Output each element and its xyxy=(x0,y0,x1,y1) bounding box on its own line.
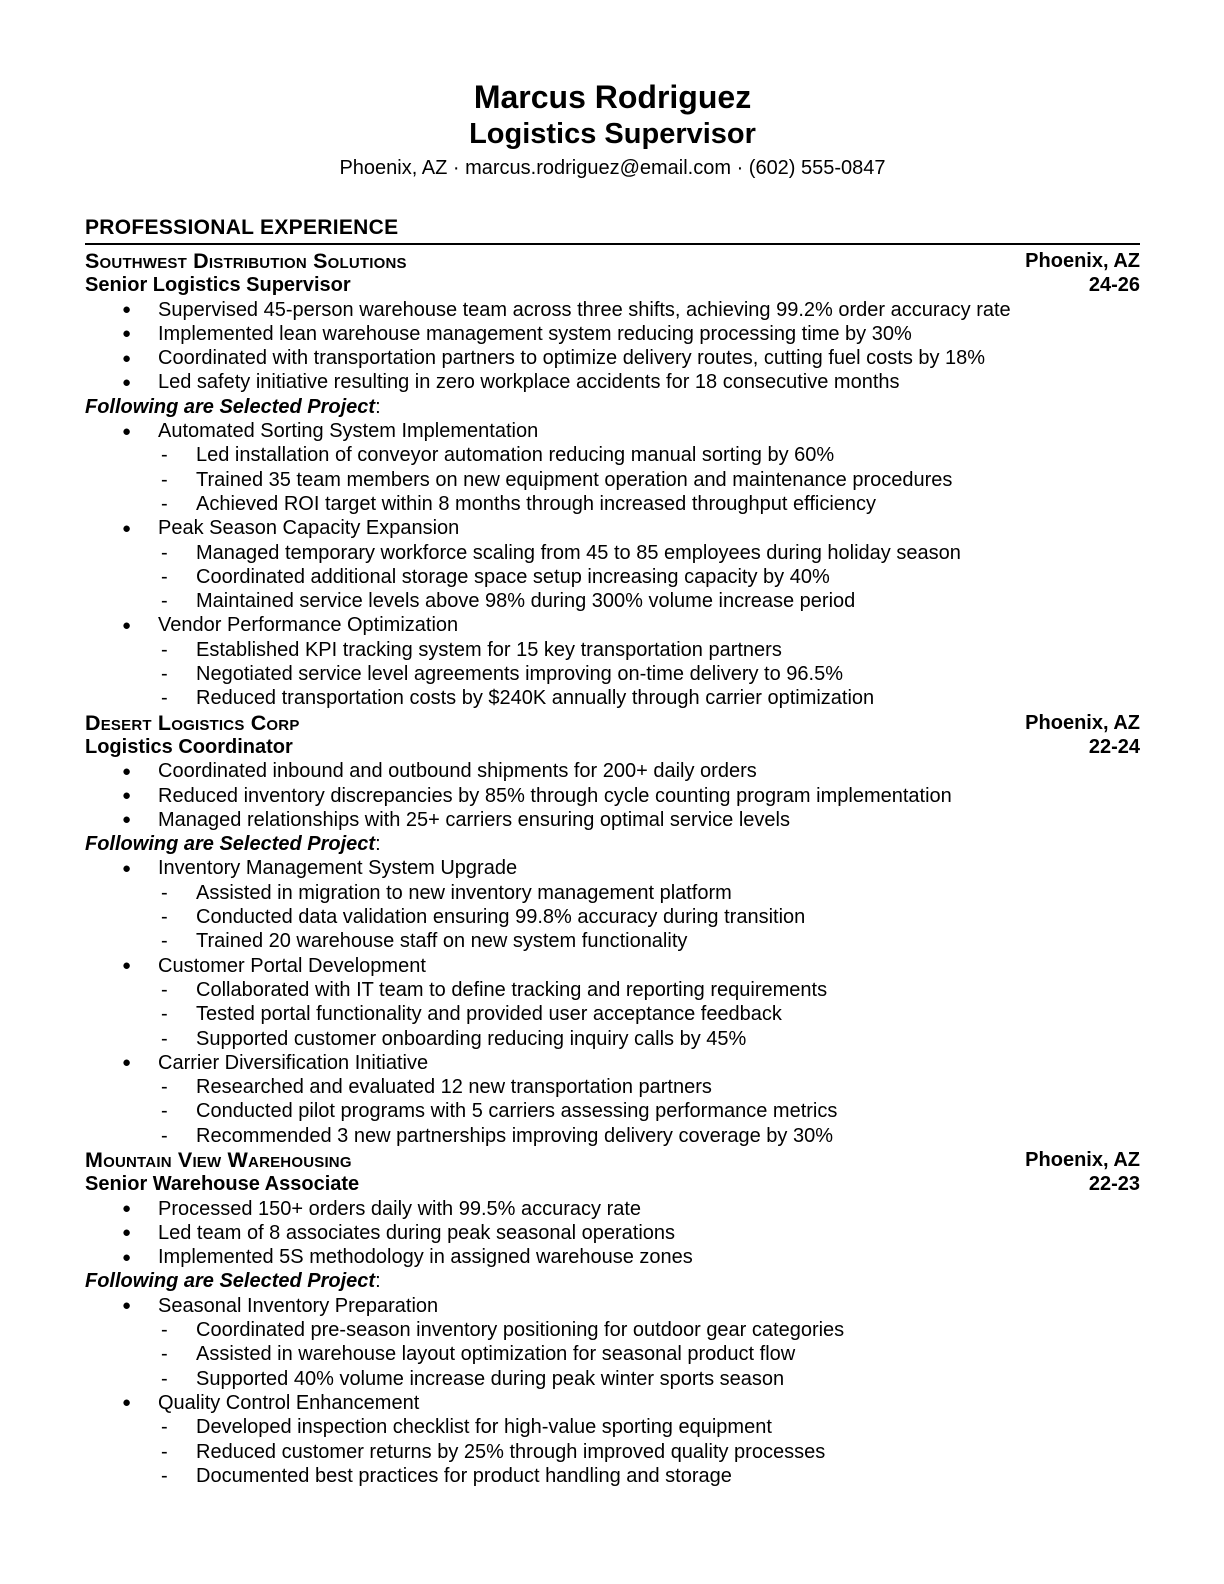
sub-bullet-item xyxy=(85,1464,1140,1488)
sub-bullet-text: Recommended 3 new partnerships improving delivery coverage by 30% xyxy=(196,1124,833,1147)
bullet-disc-icon: ● xyxy=(122,859,132,877)
bullet-text: Coordinated with transportation partners to optimize delivery routes, cutting fuel costs by 18% xyxy=(158,347,986,370)
job-entry xyxy=(85,1148,1140,1488)
bullet-disc-icon: ● xyxy=(122,422,132,440)
bullet-disc-icon: ● xyxy=(122,373,132,391)
bullet-item xyxy=(85,298,1140,322)
bullet-text: Seasonal Inventory Preparation xyxy=(158,1294,439,1317)
job-entry xyxy=(85,249,1140,711)
job-company-row xyxy=(85,1148,1140,1172)
job-company-row xyxy=(85,249,1140,273)
sub-bullet-text: Trained 20 warehouse staff on new system functionality xyxy=(196,930,688,953)
company-location: Phoenix, AZ xyxy=(1025,1148,1140,1171)
sub-bullet-text: Led installation of conveyor automation reducing manual sorting by 60% xyxy=(196,444,835,467)
bullet-text: Vendor Performance Optimization xyxy=(158,614,459,637)
sub-bullet-text: Achieved ROI target within 8 months through increased throughput efficiency xyxy=(196,492,877,515)
sub-bullet-text: Conducted data validation ensuring 99.8% accuracy during transition xyxy=(196,906,806,929)
bullet-text: Managed relationships with 25+ carriers ensuring optimal service levels xyxy=(158,808,790,831)
bullet-item xyxy=(85,1197,1140,1221)
sub-bullet-item xyxy=(85,1440,1140,1464)
dash-icon: - xyxy=(161,1027,168,1050)
sub-bullet-text: Coordinated pre-season inventory positioning for outdoor gear categories xyxy=(196,1319,845,1342)
job-role: Senior Logistics Supervisor xyxy=(85,274,351,297)
sub-bullet-text: Tested portal functionality and provided user acceptance feedback xyxy=(196,1003,782,1026)
selected-projects-heading-colon: : xyxy=(375,395,381,418)
sub-bullet-item xyxy=(85,492,1140,516)
sub-bullet-text: Coordinated additional storage space setup increasing capacity by 40% xyxy=(196,565,830,588)
bullet-text: Supervised 45-person warehouse team across three shifts, achieving 99.2% order accuracy rate xyxy=(158,298,1011,321)
dash-icon: - xyxy=(161,492,168,515)
bullet-disc-icon: ● xyxy=(122,349,132,367)
sub-bullet-text: Assisted in warehouse layout optimization for seasonal product flow xyxy=(196,1343,796,1366)
job-dates: 24-26 xyxy=(1088,274,1140,297)
job-entry xyxy=(85,711,1140,1148)
bullet-disc-icon: ● xyxy=(122,1224,132,1242)
sub-bullet-item xyxy=(85,443,1140,467)
sub-bullet-item xyxy=(85,905,1140,929)
job-projects xyxy=(85,419,1140,711)
bullet-item xyxy=(85,1245,1140,1269)
dash-icon: - xyxy=(161,541,168,564)
dash-icon: - xyxy=(161,468,168,491)
sub-bullet-text: Supported 40% volume increase during peak winter sports season xyxy=(196,1367,785,1390)
bullet-item xyxy=(85,784,1140,808)
sub-bullet-text: Maintained service levels above 98% during 300% volume increase period xyxy=(196,590,856,613)
bullet-text: Implemented 5S methodology in assigned warehouse zones xyxy=(158,1246,693,1269)
dash-icon: - xyxy=(161,590,168,613)
dash-icon: - xyxy=(161,1003,168,1026)
job-role-row xyxy=(85,273,1140,297)
sub-bullet-text: Reduced customer returns by 25% through improved quality processes xyxy=(196,1440,826,1463)
dash-icon: - xyxy=(161,1343,168,1366)
sub-bullet-item xyxy=(85,686,1140,710)
company-name: Mountain View Warehousing xyxy=(85,1147,352,1172)
sub-bullet-item xyxy=(85,978,1140,1002)
bullet-disc-icon: ● xyxy=(122,762,132,780)
dash-icon: - xyxy=(161,1464,168,1487)
sub-bullet-item xyxy=(85,1002,1140,1026)
sub-bullet-text: Supported customer onboarding reducing inquiry calls by 45% xyxy=(196,1027,747,1050)
bullet-item xyxy=(85,419,1140,443)
bullet-disc-icon: ● xyxy=(122,616,132,634)
dash-icon: - xyxy=(161,638,168,661)
sub-bullet-item xyxy=(85,589,1140,613)
bullet-disc-icon: ● xyxy=(122,1054,132,1072)
bullet-disc-icon: ● xyxy=(122,1200,132,1218)
dash-icon: - xyxy=(161,565,168,588)
selected-projects-heading xyxy=(85,832,1140,856)
job-projects xyxy=(85,856,1140,1148)
bullet-item xyxy=(85,808,1140,832)
job-bullets xyxy=(85,1197,1140,1270)
sub-bullet-item xyxy=(85,1099,1140,1123)
bullet-item xyxy=(85,613,1140,637)
job-bullets xyxy=(85,298,1140,395)
job-projects xyxy=(85,1294,1140,1488)
bullet-text: Quality Control Enhancement xyxy=(158,1391,420,1414)
sub-bullet-item xyxy=(85,1342,1140,1366)
bullet-disc-icon: ● xyxy=(122,301,132,319)
sub-bullet-text: Assisted in migration to new inventory management platform xyxy=(196,881,732,904)
sub-bullet-text: Managed temporary workforce scaling from 45 to 85 employees during holiday season xyxy=(196,541,961,564)
bullet-item xyxy=(85,322,1140,346)
section-divider xyxy=(85,243,1140,245)
dash-icon: - xyxy=(161,1416,168,1439)
job-bullets xyxy=(85,759,1140,832)
job-dates: 22-23 xyxy=(1088,1173,1140,1196)
sub-bullet-item xyxy=(85,468,1140,492)
job-role-row xyxy=(85,735,1140,759)
dash-icon: - xyxy=(161,930,168,953)
bullet-text: Led team of 8 associates during peak seasonal operations xyxy=(158,1221,676,1244)
sub-bullet-item xyxy=(85,881,1140,905)
bullet-disc-icon: ● xyxy=(122,519,132,537)
bullet-item xyxy=(85,954,1140,978)
bullet-text: Carrier Diversification Initiative xyxy=(158,1051,429,1074)
company-name: Southwest Distribution Solutions xyxy=(85,249,407,273)
sub-bullet-text: Researched and evaluated 12 new transportation partners xyxy=(196,1076,712,1099)
bullet-disc-icon: ● xyxy=(122,1297,132,1315)
sub-bullet-item xyxy=(85,1415,1140,1439)
bullet-text: Processed 150+ orders daily with 99.5% accuracy rate xyxy=(158,1197,642,1220)
sub-bullet-item xyxy=(85,541,1140,565)
company-name: Desert Logistics Corp xyxy=(85,710,300,735)
dash-icon: - xyxy=(161,906,168,929)
bullet-disc-icon: ● xyxy=(122,787,132,805)
sub-bullet-text: Established KPI tracking system for 15 key transportation partners xyxy=(196,638,782,661)
sub-bullet-text: Collaborated with IT team to define tracking and reporting requirements xyxy=(196,978,828,1001)
bullet-text: Inventory Management System Upgrade xyxy=(158,857,518,880)
bullet-disc-icon: ● xyxy=(122,325,132,343)
bullet-text: Led safety initiative resulting in zero workplace accidents for 18 consecutive months xyxy=(158,371,900,394)
sub-bullet-item xyxy=(85,638,1140,662)
selected-projects-heading xyxy=(85,395,1140,419)
bullet-disc-icon: ● xyxy=(122,811,132,829)
selected-projects-heading-colon: : xyxy=(375,833,381,856)
dash-icon: - xyxy=(161,881,168,904)
sub-bullet-text: Trained 35 team members on new equipment operation and maintenance procedures xyxy=(196,468,953,491)
sub-bullet-item xyxy=(85,929,1140,953)
bullet-text: Automated Sorting System Implementation xyxy=(158,420,539,443)
bullet-item xyxy=(85,370,1140,394)
bullet-text: Coordinated inbound and outbound shipments for 200+ daily orders xyxy=(158,760,757,783)
bullet-item xyxy=(85,1294,1140,1318)
selected-projects-heading-label: Following are Selected Project xyxy=(85,1270,376,1293)
bullet-disc-icon: ● xyxy=(122,957,132,975)
bullet-text: Customer Portal Development xyxy=(158,954,426,977)
bullet-text: Implemented lean warehouse management system reducing processing time by 30% xyxy=(158,322,912,345)
bullet-item xyxy=(85,759,1140,783)
job-dates: 22-24 xyxy=(1088,735,1140,758)
selected-projects-heading-colon: : xyxy=(375,1270,381,1293)
sub-bullet-text: Reduced transportation costs by $240K annually through carrier optimization xyxy=(196,687,875,710)
sub-bullet-item xyxy=(85,1124,1140,1148)
dash-icon: - xyxy=(161,1367,168,1390)
dash-icon: - xyxy=(161,978,168,1001)
contact-line: Phoenix, AZ · marcus.rodriguez@email.com · (602) 555-0847 xyxy=(339,157,886,179)
sub-bullet-item xyxy=(85,1367,1140,1391)
person-job-title: Logistics Supervisor xyxy=(469,118,756,150)
dash-icon: - xyxy=(161,1100,168,1123)
selected-projects-heading-label: Following are Selected Project xyxy=(85,833,376,856)
section-title-professional-experience: PROFESSIONAL EXPERIENCE xyxy=(85,216,399,239)
bullet-item xyxy=(85,346,1140,370)
job-role-row xyxy=(85,1172,1140,1196)
jobs-list xyxy=(85,249,1140,1488)
dash-icon: - xyxy=(161,663,168,686)
sub-bullet-item xyxy=(85,1075,1140,1099)
resume-header xyxy=(85,78,1140,183)
sub-bullet-text: Developed inspection checklist for high-value sporting equipment xyxy=(196,1416,772,1439)
sub-bullet-text: Conducted pilot programs with 5 carriers assessing performance metrics xyxy=(196,1100,838,1123)
bullet-item xyxy=(85,1391,1140,1415)
sub-bullet-item xyxy=(85,565,1140,589)
bullet-item xyxy=(85,1221,1140,1245)
bullet-disc-icon: ● xyxy=(122,1248,132,1266)
selected-projects-heading-label: Following are Selected Project xyxy=(85,395,376,418)
bullet-item xyxy=(85,1051,1140,1075)
dash-icon: - xyxy=(161,1440,168,1463)
sub-bullet-item xyxy=(85,1027,1140,1051)
dash-icon: - xyxy=(161,1076,168,1099)
sub-bullet-item xyxy=(85,662,1140,686)
dash-icon: - xyxy=(161,687,168,710)
bullet-disc-icon: ● xyxy=(122,1394,132,1412)
dash-icon: - xyxy=(161,444,168,467)
job-role: Logistics Coordinator xyxy=(85,735,293,758)
sub-bullet-text: Negotiated service level agreements improving on-time delivery to 96.5% xyxy=(196,663,843,686)
dash-icon: - xyxy=(161,1124,168,1147)
dash-icon: - xyxy=(161,1319,168,1342)
bullet-text: Reduced inventory discrepancies by 85% through cycle counting program implementation xyxy=(158,784,952,807)
person-name: Marcus Rodriguez xyxy=(473,79,752,115)
job-role: Senior Warehouse Associate xyxy=(85,1173,360,1196)
bullet-item xyxy=(85,516,1140,540)
company-location: Phoenix, AZ xyxy=(1025,711,1140,734)
sub-bullet-text: Documented best practices for product handling and storage xyxy=(196,1464,732,1487)
selected-projects-heading xyxy=(85,1269,1140,1293)
job-company-row xyxy=(85,711,1140,735)
bullet-item xyxy=(85,856,1140,880)
company-location: Phoenix, AZ xyxy=(1025,250,1140,272)
bullet-text: Peak Season Capacity Expansion xyxy=(158,517,460,540)
sub-bullet-item xyxy=(85,1318,1140,1342)
